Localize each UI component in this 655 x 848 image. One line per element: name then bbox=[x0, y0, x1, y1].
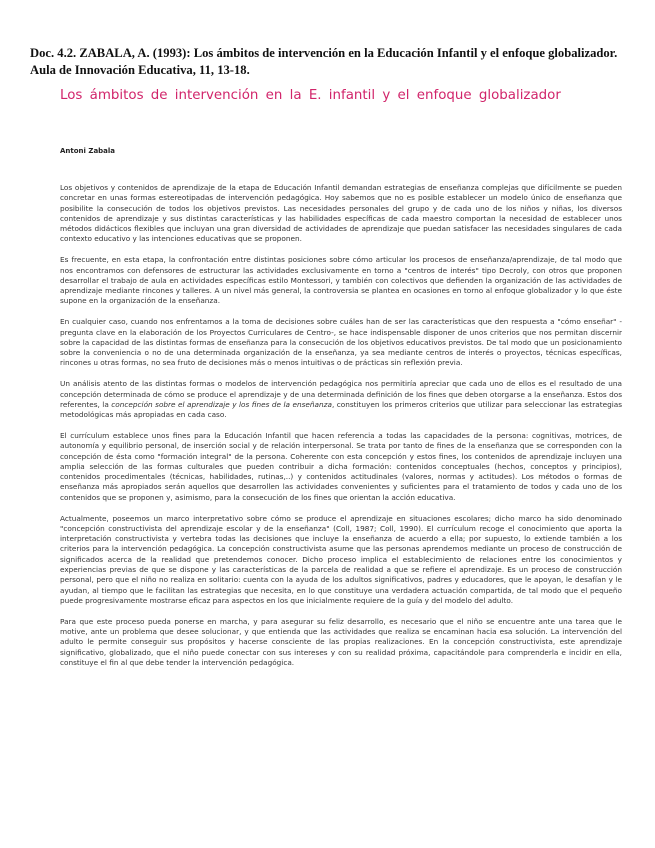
article-body bbox=[60, 183, 622, 679]
paragraph-7: Para que este proceso pueda ponerse en marcha, y para asegurar su feliz desarrollo, es necesario que el niño se encuentre ante una tarea que le motive, ante un problema que desee solucionar, y que entienda que las actividades que realiza se encaminan hacia esa solución. La intervención del adulto le permite conseguir sus propósitos y hacerse consciente de las propias realizaciones. En la concepción constructivista, este aprendizaje significativo, globalizado, que el niño puede conectar con sus intereses y con su realidad próxima, capacitándole para comprenderla e incidir en ella, constituye el fin al que debe tender la intervención pedagógica. bbox=[60, 616, 622, 667]
paragraph-5: El currículum establece unos fines para la Educación Infantil que hacen referencia a todas las capacidades de la persona: cognitivas, motrices, de autonomía y equilibrio personal, de inserción social y de relación interpersonal. Se trata por tanto de fines de la enseñanza que se corresponden con la concepción de ésta como "formación integral" de la persona. Coherente con esta concepción y estos fines, los contenidos de aprendizaje incluyen una amplia selección de las formas culturales que pueden contribuir a dicha formación: contenidos conceptuales (hechos, conceptos y principios), contenidos procedimentales (técnicas, habilidades, rutinas,..) y contenidos actitudinales (valores, normas y actitudes). Los métodos o formas de enseñanza más apropiados serán aquellos que desarrollen las actividades convenientes y suficientes para el tratamiento de todos y cada uno de los contenidos que se proponen y, asimismo, para la consecución de los fines que orientan la acción educativa. bbox=[60, 430, 622, 502]
paragraph-4-text-after: , constituyen los primeros criterios que utilizar para seleccionar las estrategias metodológicas más apropiadas en cada caso. bbox=[60, 399, 622, 420]
article-title: Los ámbitos de intervención en la E. infantil y el enfoque globalizador bbox=[60, 88, 561, 103]
paragraph-2: Es frecuente, en esta etapa, la confrontación entre distintas posiciones sobre cómo articular los procesos de enseñanza/aprendizaje, de tal modo que nos encontramos con defensores de estructurar las actividades exclusivamente en torno a "centros de interés" tipo Decroly, con otros que proponen desarrollar el trabajo de aula en actividades específicas estilo Montessori, y también con colectivos que defienden la organización de las actividades de aprendizaje mediante rincones y talleres. A un nivel más general, la controversia se plantea en ocasiones en torno al enfoque globalizador y lo que éste supone en la organización de la enseñanza. bbox=[60, 255, 622, 306]
paragraph-4-text-before: Un análisis atento de las distintas formas o modelos de intervención pedagógica nos permitiría apreciar que cada uno de ellos es el resultado de una concepción determinada de cómo se produce el aprendizaje y de una determinada definición de los fines que deben otorgarse a la enseñanza. Estos dos referentes, la bbox=[60, 379, 622, 409]
paragraph-4 bbox=[60, 379, 622, 420]
paragraph-3: En cualquier caso, cuando nos enfrentamos a la toma de decisiones sobre cuáles han de ser las características que den respuesta a "cómo enseñar" -pregunta clave en la elaboración de los Proyectos Curriculares de Centro-, se hace indispensable disponer de unos criterios que nos permitan discernir sobre la capacidad de las distintas formas de enseñanza para la consecución de los objetivos educativos previstos. De tal modo que un posicionamiento sobre la conveniencia o no de una determinada organización de la enseñanza, ya sea mediante centros de interés o proyectos, técnicas específicas, rincones u otras formas, no sea fruto de decisiones más o menos intuitivas o de prácticas sin reflexión previa. bbox=[60, 317, 622, 368]
paragraph-1: Los objetivos y contenidos de aprendizaje de la etapa de Educación Infantil demandan estrategias de enseñanza complejas que difícilmente se pueden concretar en unas formas estereotipadas de intervención pedagógica. Hoy sabemos que no es posible establecer un modelo único de enseñanza que posibilite la consecución de todos los objetivos previstos. Las necesidades personales del grupo y de cada uno de los niños y niñas, los diversos contenidos de aprendizaje y sus distintas características y las habilidades específicas de cada maestro comportan la necesidad de establecer unos métodos didácticos flexibles que incluyan una gran diversidad de actividades de aprendizaje que puedan satisfacer las necesidades singulares de cada contexto educativo y las intenciones educativas que se proponen. bbox=[60, 183, 622, 244]
document-reference-header: Doc. 4.2. ZABALA, A. (1993): Los ámbitos de intervención en la Educación Infantil y el enfoque globalizador. Aula de Innovación Educativa, 11, 13-18. bbox=[30, 46, 618, 77]
article-author: Antoni Zabala bbox=[60, 147, 116, 155]
paragraph-6: Actualmente, poseemos un marco interpretativo sobre cómo se produce el aprendizaje en situaciones escolares; dicho marco ha sido denominado "concepción constructivista del aprendizaje escolar y de la enseñanza" (Coll, 1987; Coll, 1990). El currículum recoge el conocimiento que aporta la interpretación constructivista y vertebra todas las decisiones que incluye la enseñanza de acuerdo a ella; por supuesto, lo extiende también a los criterios para la intervención pedagógica. La concepción constructivista asume que las personas aprendemos mediante un proceso de construcción de significados acerca de la realidad que pretendemos conocer. Dicho proceso implica el establecimiento de relaciones entre los conocimientos y experiencias previas de que se dispone y las características de la parcela de realidad a que se refiere el aprendizaje. Es un proceso de construcción personal, pero que el niño no realiza en solitario: cuenta con la ayuda de los adultos significativos, padres y educadores, que le apoyan, le desafían y le ayudan, al tiempo que le facilitan las estrategias que necesita, en lo que constituye una verdadera actuación compartida, de tal modo que el pequeño puede progresivamente mostrarse eficaz para aspectos en los que inicialmente requiere de la guía y del modelo del adulto. bbox=[60, 513, 622, 605]
paragraph-4-emphasis: concepción sobre el aprendizaje y los fines de la enseñanza bbox=[111, 399, 332, 409]
